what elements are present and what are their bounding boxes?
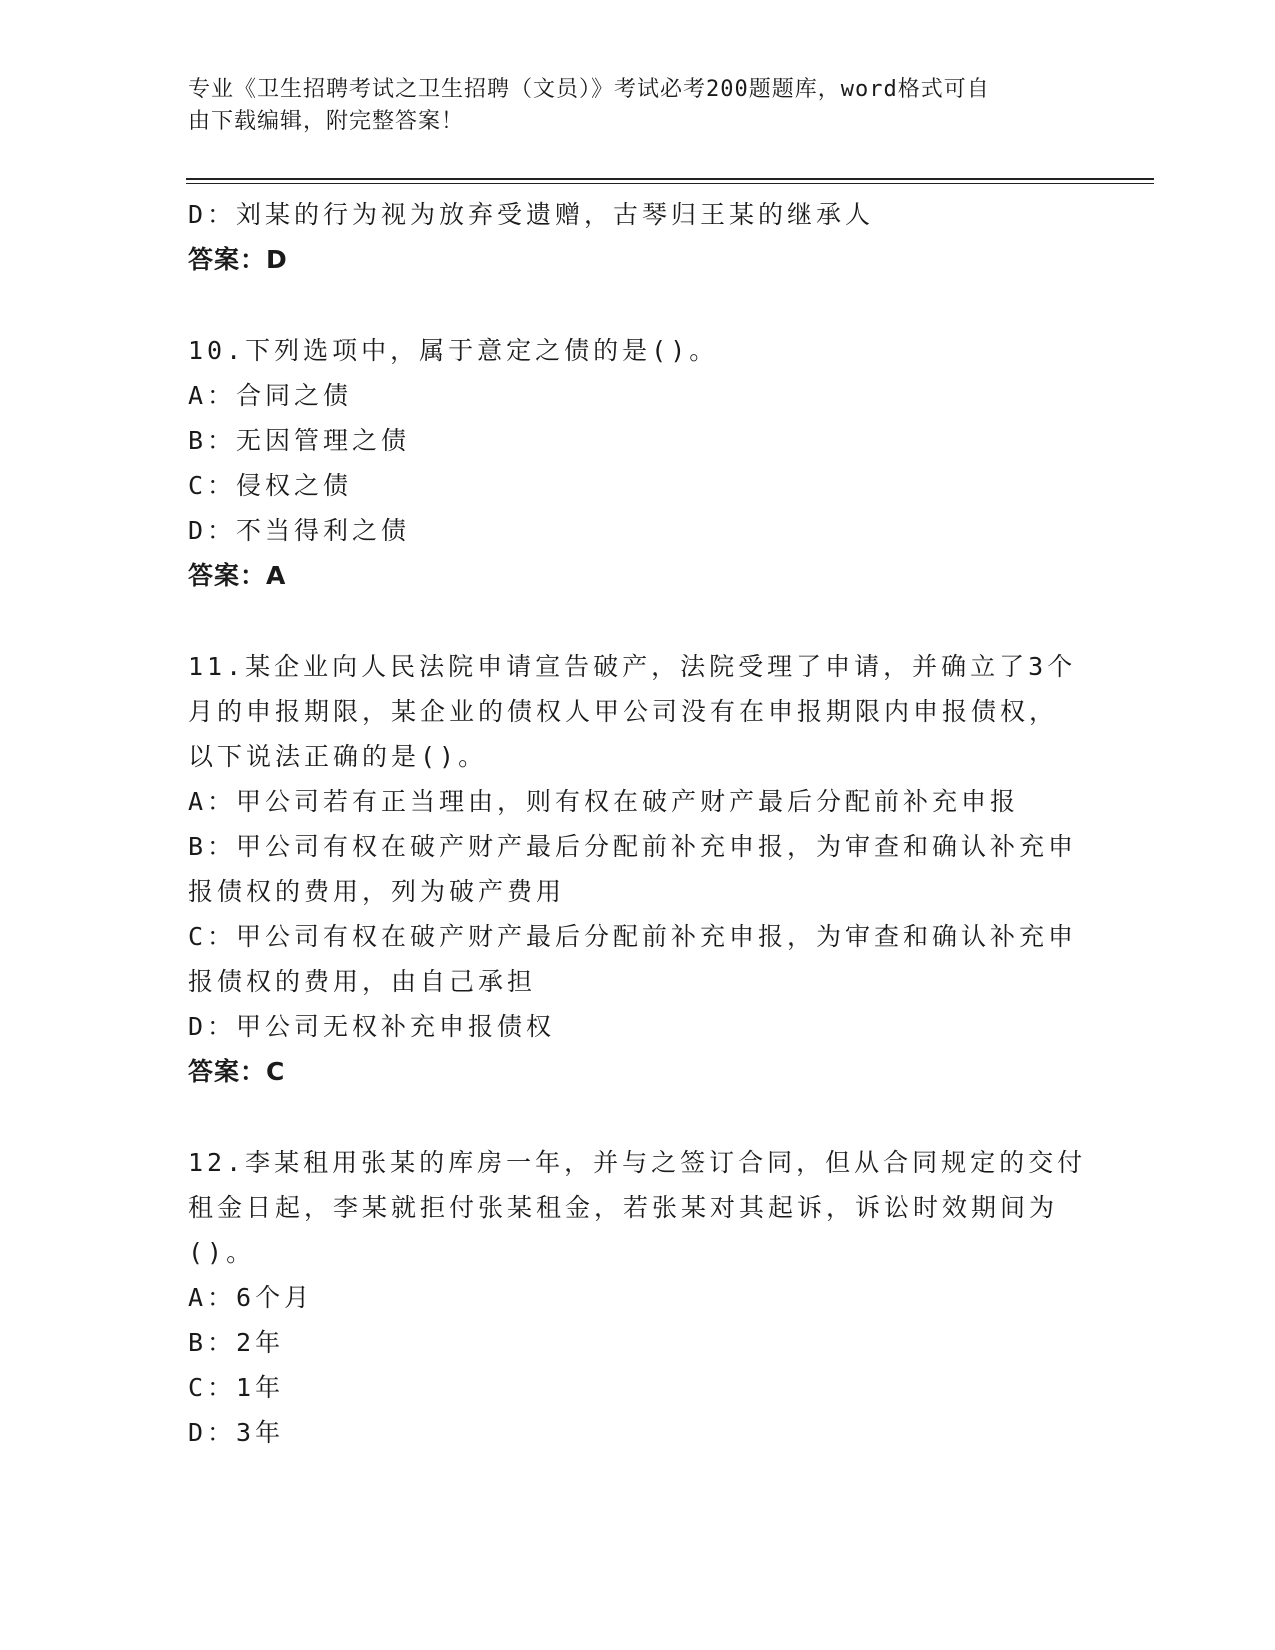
- option-a: A：6个月: [188, 1283, 314, 1312]
- option-a: A：甲公司若有正当理由，则有权在破产财产最后分配前补充申报: [188, 787, 1020, 816]
- answer-line: 答案：D: [188, 245, 288, 274]
- answer-line: 答案：A: [188, 561, 287, 590]
- spacer: [188, 282, 1088, 328]
- header-divider-thick: [186, 178, 1154, 180]
- question-stem: 12.李某租用张某的库房一年，并与之签订合同，但从合同规定的交付: [188, 1148, 1087, 1177]
- option-b: B：2年: [188, 1328, 285, 1357]
- question-stem: 租金日起，李某就拒付张某租金，若张某对其起诉，诉讼时效期间为: [188, 1193, 1059, 1222]
- option-c: C：甲公司有权在破产财产最后分配前补充申报，为审查和确认补充申: [188, 922, 1078, 951]
- question-stem: 11.某企业向人民法院申请宣告破产，法院受理了申请，并确立了3个: [188, 652, 1077, 681]
- option-a: A：合同之债: [188, 381, 353, 410]
- header-line-1: 专业《卫生招聘考试之卫生招聘（文员）》考试必考200题题库，word格式可自: [188, 77, 990, 102]
- header-line-2: 由下载编辑，附完整答案！: [188, 109, 465, 134]
- spacer: [188, 598, 1088, 644]
- question-10: [188, 328, 1088, 598]
- answer-line: 答案：C: [188, 1057, 286, 1086]
- question-12: [188, 1140, 1088, 1455]
- question-stem: ()。: [188, 1238, 256, 1267]
- question-stem: 以下说法正确的是()。: [188, 742, 488, 771]
- question-11: [188, 644, 1088, 1094]
- spacer: [188, 1094, 1088, 1140]
- document-header: [188, 74, 1068, 138]
- option-c: C：1年: [188, 1373, 285, 1402]
- header-divider-thin: [186, 183, 1154, 184]
- question-stem: 10.下列选项中，属于意定之债的是()。: [188, 336, 719, 365]
- option-d: D：甲公司无权补充申报债权: [188, 1012, 556, 1041]
- option-d: D：3年: [188, 1418, 285, 1447]
- document-body: [188, 192, 1088, 1455]
- option-c: C：侵权之债: [188, 471, 353, 500]
- question-stem: 月的申报期限，某企业的债权人甲公司没有在申报期限内申报债权，: [188, 697, 1059, 726]
- option-d: D：刘某的行为视为放弃受遗赠，古琴归王某的继承人: [188, 200, 875, 229]
- option-b-continued: 报债权的费用，列为破产费用: [188, 877, 566, 906]
- option-b: B：甲公司有权在破产财产最后分配前补充申报，为审查和确认补充申: [188, 832, 1078, 861]
- option-d: D：不当得利之债: [188, 516, 411, 545]
- question-9-tail: [188, 192, 1088, 282]
- option-c-continued: 报债权的费用，由自己承担: [188, 967, 537, 996]
- option-b: B：无因管理之债: [188, 426, 411, 455]
